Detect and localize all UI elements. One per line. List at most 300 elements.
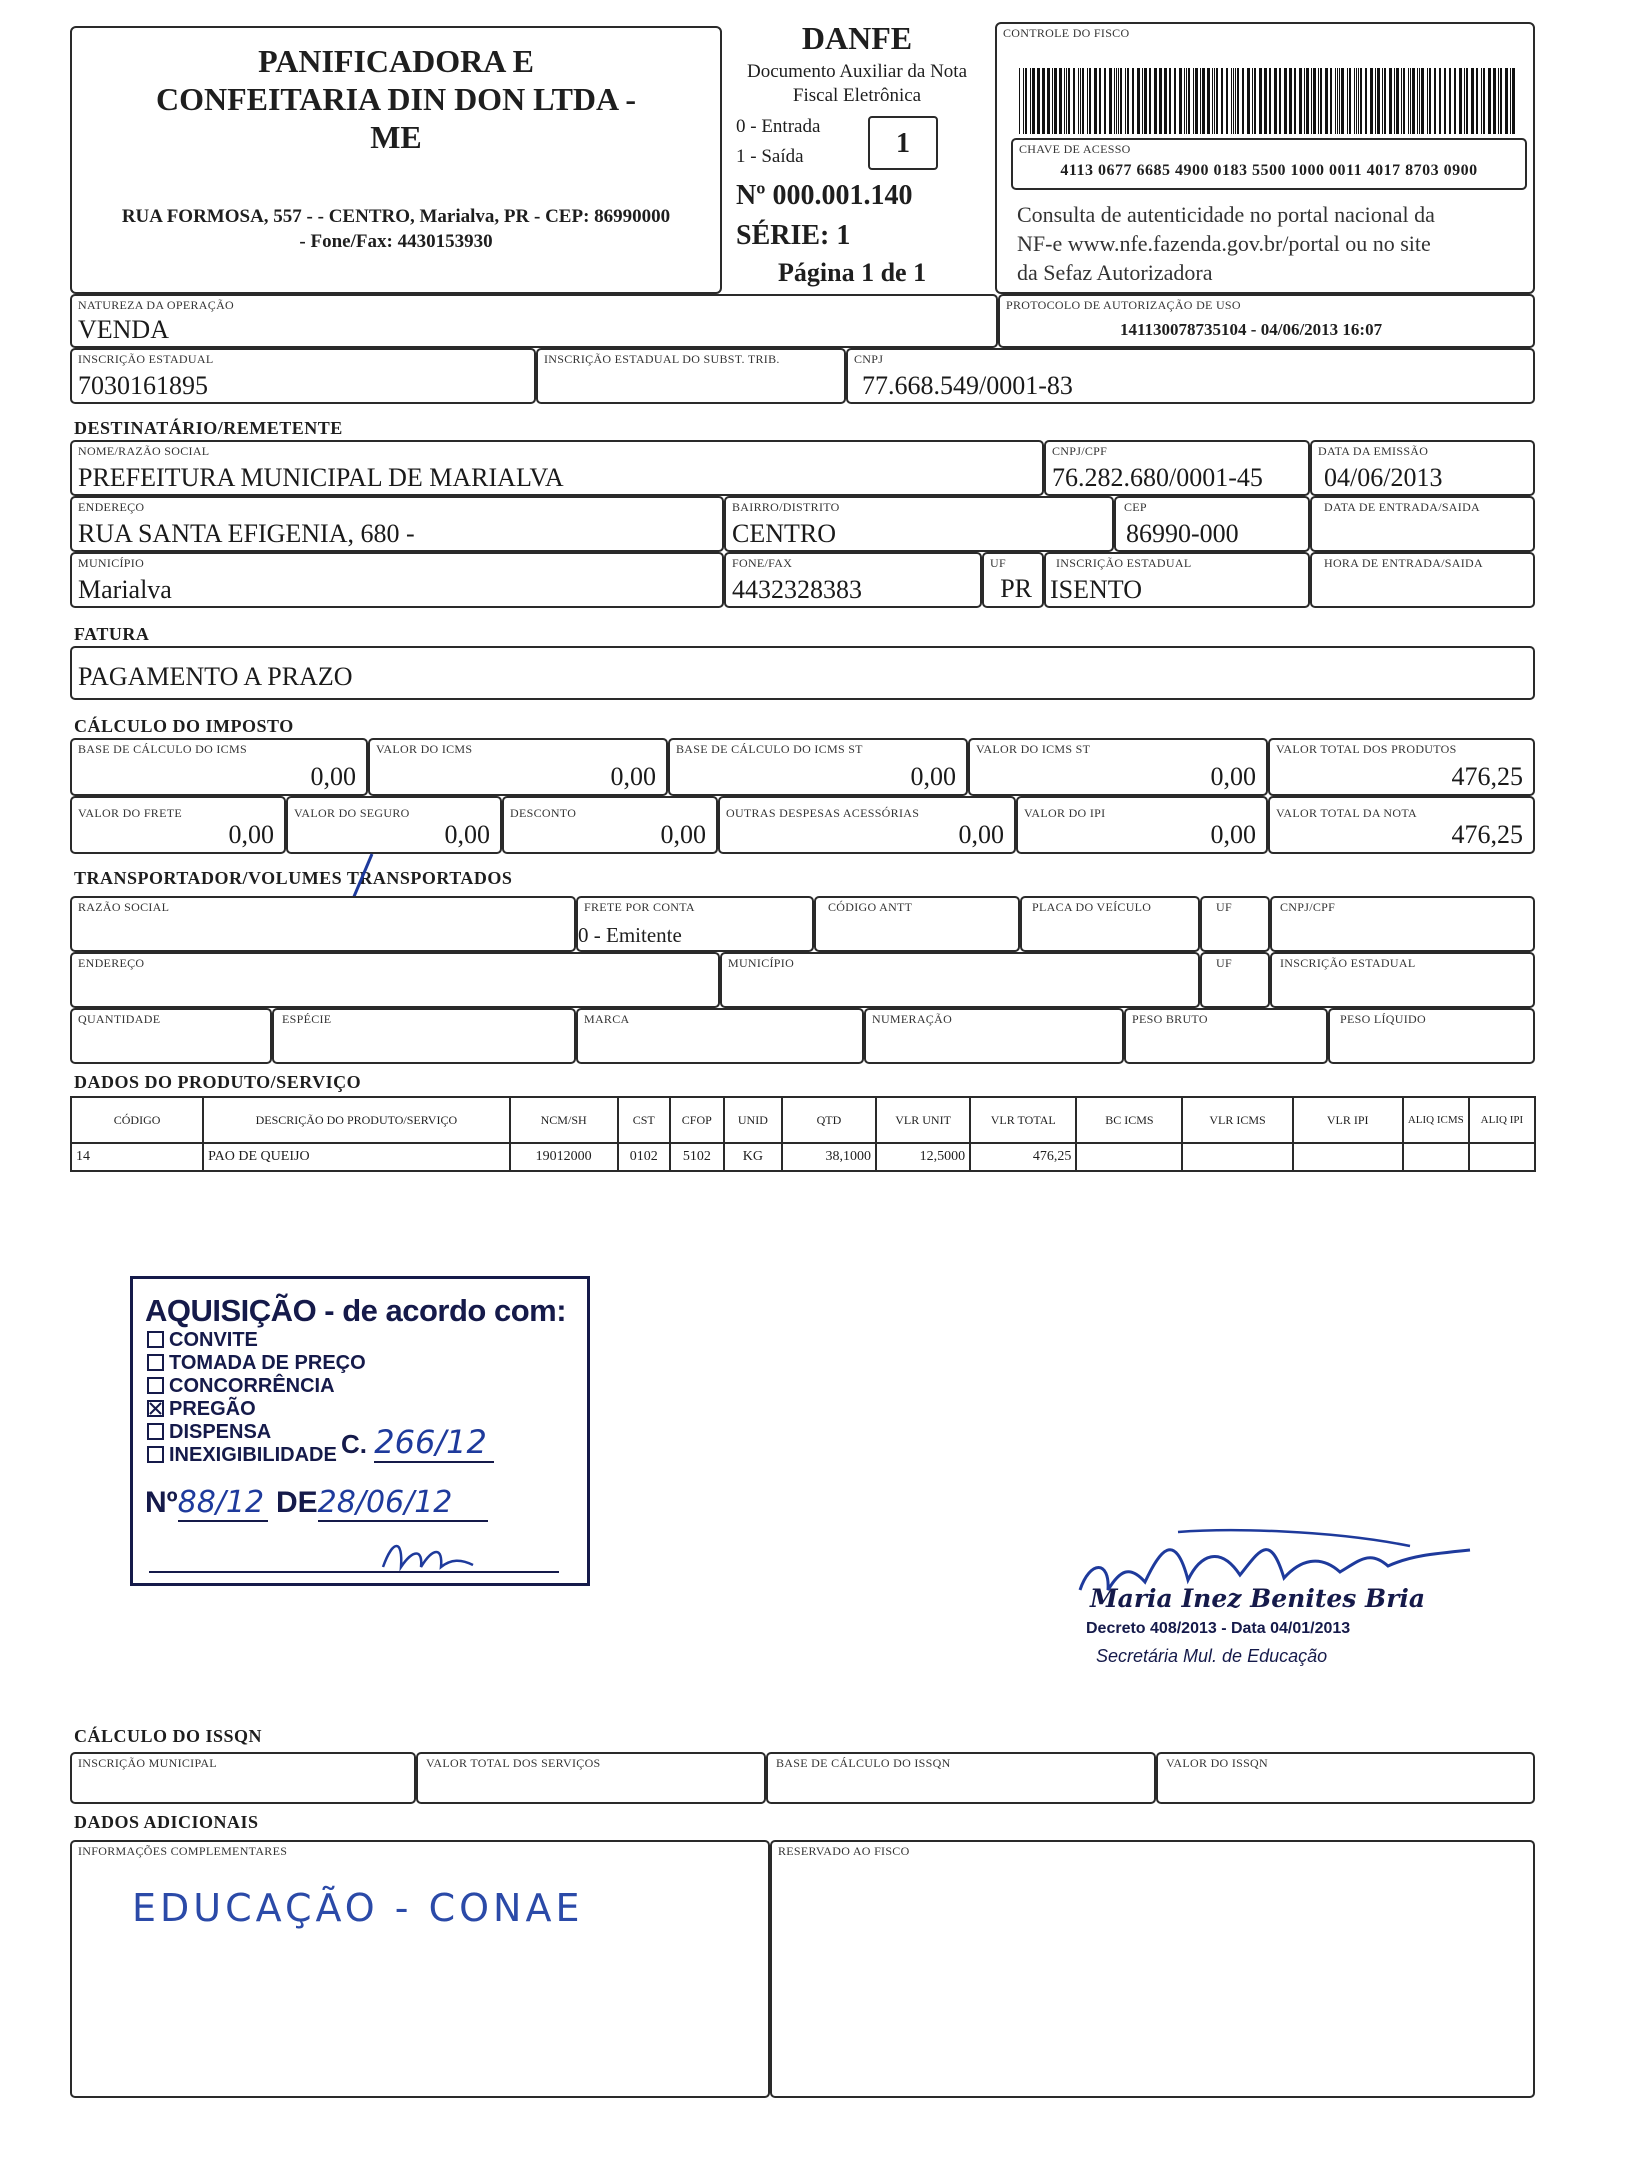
dest-municipio-label: MUNICÍPIO <box>78 556 145 570</box>
emitente-name-line3: ME <box>370 119 422 155</box>
transp-ie-label: INSCRIÇÃO ESTADUAL <box>1280 956 1416 970</box>
barcode-bar <box>1226 68 1228 134</box>
imposto-cell <box>968 738 1268 796</box>
emitente-box <box>70 26 722 294</box>
produtos-header-cell: NCM/SH <box>510 1097 618 1143</box>
dest-entrada-saida-label: DATA DE ENTRADA/SAIDA <box>1324 500 1481 514</box>
imposto-cell-label: BASE DE CÁLCULO DO ICMS ST <box>676 742 863 756</box>
transp-especie-label: ESPÉCIE <box>282 1012 332 1026</box>
info-complementares-box <box>70 1840 770 2098</box>
produtos-header-cell: ALIQ IPI <box>1469 1097 1535 1143</box>
barcode-bar <box>1375 68 1376 134</box>
barcode-bar <box>1233 68 1234 134</box>
barcode-bar <box>1025 68 1027 134</box>
consulta-line2: NF-e www.nfe.fazenda.gov.br/portal ou no site <box>1017 231 1431 256</box>
danfe-pagina: Página 1 de 1 <box>778 258 927 287</box>
barcode-bar <box>1125 68 1126 134</box>
transp-placa-label: PLACA DO VEÍCULO <box>1032 900 1152 914</box>
imposto-cell <box>668 738 968 796</box>
fatura-section-title: FATURA <box>74 624 150 644</box>
produtos-header-cell: QTD <box>782 1097 876 1143</box>
imposto-cell-label: VALOR DO FRETE <box>78 806 182 820</box>
stamp-n-label: Nº <box>145 1486 178 1519</box>
imposto-cell-value: 0,00 <box>610 762 656 791</box>
dest-cep-label: CEP <box>1124 500 1147 514</box>
barcode-bar <box>1449 68 1451 134</box>
protocolo-label: PROTOCOLO DE AUTORIZAÇÃO DE USO <box>1006 298 1241 312</box>
stamp-option <box>147 1329 366 1352</box>
aquisicao-stamp <box>130 1276 590 1586</box>
consulta-line1: Consulta de autenticidade no portal nacional da <box>1017 202 1435 227</box>
table-cell: 14 <box>71 1143 203 1171</box>
cnpj-box <box>846 348 1535 404</box>
chave-acesso-box <box>1011 138 1527 190</box>
imposto-cell <box>368 738 668 796</box>
table-cell <box>1403 1143 1469 1171</box>
imposto-cell-label: VALOR TOTAL DOS PRODUTOS <box>1276 742 1457 756</box>
table-cell <box>1076 1143 1182 1171</box>
imposto-cell-value: 476,25 <box>1451 762 1523 791</box>
info-complementares-label: INFORMAÇÕES COMPLEMENTARES <box>78 1844 288 1858</box>
transp-razao-box <box>70 896 576 952</box>
dest-cnpj-label: CNPJ/CPF <box>1052 444 1108 458</box>
barcode-bar <box>1064 68 1065 134</box>
transp-marca-label: MARCA <box>584 1012 630 1026</box>
barcode-bar <box>1188 68 1190 134</box>
transp-uf-label: UF <box>1216 900 1232 914</box>
barcode-bar <box>1142 68 1143 134</box>
barcode-bar <box>1109 68 1112 134</box>
barcode-bar <box>1481 68 1482 134</box>
transp-quantidade-box <box>70 1008 272 1064</box>
transp-frete-box <box>576 896 814 952</box>
imposto-cell-label: VALOR DO SEGURO <box>294 806 410 820</box>
consulta-text <box>1017 200 1435 287</box>
barcode-bar <box>1337 68 1338 134</box>
barcode-bar <box>1396 68 1399 134</box>
dest-uf-value: PR <box>1000 574 1032 603</box>
dest-fone-label: FONE/FAX <box>732 556 793 570</box>
barcode-bar <box>1120 68 1122 134</box>
transp-numeracao-label: NUMERAÇÃO <box>872 1012 953 1026</box>
imposto-cell <box>70 738 368 796</box>
barcode-bar <box>1073 68 1075 134</box>
barcode-bar <box>1382 68 1383 134</box>
table-cell: 0102 <box>618 1143 670 1171</box>
barcode-bar <box>1221 68 1223 134</box>
imposto-cell-label: VALOR DO IPI <box>1024 806 1106 820</box>
emitente-address-line1: RUA FORMOSA, 557 - - CENTRO, Marialva, PR - CEP: 86990000 <box>121 206 671 227</box>
danfe-numero: Nº 000.001.140 <box>736 180 913 211</box>
ie-box <box>70 348 536 404</box>
barcode-bar <box>1037 68 1040 134</box>
barcode-bar <box>1082 68 1084 134</box>
barcode-bar <box>1313 68 1316 134</box>
barcode-bar <box>1207 68 1210 134</box>
transp-frete-label: FRETE POR CONTA <box>584 900 695 914</box>
dest-hora-box <box>1310 552 1535 608</box>
table-cell: 38,1000 <box>782 1143 876 1171</box>
barcode-bar <box>1032 68 1035 134</box>
transp-peso-bruto-box <box>1124 1008 1328 1064</box>
dest-endereco-box <box>70 496 724 552</box>
emitente-name <box>72 42 720 156</box>
danfe-tipo-box: 1 <box>868 116 938 170</box>
barcode-bar <box>1354 68 1355 134</box>
table-cell: 19012000 <box>510 1143 618 1171</box>
imposto-cell <box>1016 796 1268 854</box>
danfe-subtitle <box>722 60 992 108</box>
barcode-bar <box>1059 68 1062 134</box>
issqn-cell <box>1156 1752 1535 1804</box>
barcode-bar <box>1330 68 1332 134</box>
dest-cep-value: 86990-000 <box>1126 519 1239 548</box>
barcode-bar <box>1510 68 1511 134</box>
barcode-bar <box>1410 68 1411 134</box>
barcode-bar <box>1439 68 1441 134</box>
barcode-bar <box>1087 68 1088 134</box>
stamp-option <box>147 1375 366 1398</box>
barcode-bar <box>1341 68 1344 134</box>
transp-cnpj-label: CNPJ/CPF <box>1280 900 1336 914</box>
danfe-block <box>722 20 992 296</box>
barcode-bar <box>1434 68 1436 134</box>
barcode-bar <box>1094 68 1097 134</box>
stamp-option <box>147 1352 366 1375</box>
produtos-header-cell: DESCRIÇÃO DO PRODUTO/SERVIÇO <box>203 1097 509 1143</box>
barcode-bar <box>1169 68 1171 134</box>
dest-cnpj-value: 76.282.680/0001-45 <box>1052 463 1263 492</box>
barcode-bar <box>1358 68 1359 134</box>
barcode-bar <box>1099 68 1101 134</box>
barcode-bar <box>1421 68 1424 134</box>
dest-uf-label: UF <box>990 556 1006 570</box>
imposto-cell-value: 476,25 <box>1451 820 1523 849</box>
barcode-bar <box>1444 68 1446 134</box>
barcode-bar <box>1235 68 1236 134</box>
adicionais-section-title: DADOS ADICIONAIS <box>74 1812 259 1832</box>
barcode-bar <box>1483 68 1485 134</box>
checkbox-icon <box>147 1331 164 1348</box>
barcode-bar <box>1247 68 1250 134</box>
danfe-saida: 1 - Saída <box>736 146 804 167</box>
barcode-bar <box>1042 68 1045 134</box>
barcode-bar <box>1052 68 1053 134</box>
barcode-bar <box>1299 68 1302 134</box>
issqn-cell-label: INSCRIÇÃO MUNICIPAL <box>78 1756 217 1770</box>
reservado-fisco-label: RESERVADO AO FISCO <box>778 1844 910 1858</box>
barcode-bar <box>1252 68 1253 134</box>
transp-quantidade-label: QUANTIDADE <box>78 1012 161 1026</box>
produtos-header-cell: CFOP <box>670 1097 724 1143</box>
produtos-header-cell: CÓDIGO <box>71 1097 203 1143</box>
stamp-c-label: C. <box>341 1429 367 1459</box>
imposto-cell-value: 0,00 <box>228 820 274 849</box>
dest-nome-label: NOME/RAZÃO SOCIAL <box>78 444 210 458</box>
barcode-bar <box>1137 68 1140 134</box>
imposto-section-title: CÁLCULO DO IMPOSTO <box>74 716 294 736</box>
imposto-cell-label: VALOR DO ICMS <box>376 742 473 756</box>
chave-acesso-value: 4113 0677 6685 4900 0183 5500 1000 0011 4017 8703 0900 <box>1060 162 1478 179</box>
dest-fone-value: 4432328383 <box>732 575 862 604</box>
dest-emissao-value: 04/06/2013 <box>1324 463 1443 492</box>
stamp-option <box>147 1398 366 1421</box>
dest-municipio-box <box>70 552 724 608</box>
barcode-bar <box>1370 68 1373 134</box>
barcode-bar <box>1394 68 1395 134</box>
checkbox-icon <box>147 1400 164 1417</box>
barcode-bar <box>1279 68 1281 134</box>
dest-cnpj-box <box>1044 440 1310 496</box>
cnpj-label: CNPJ <box>854 352 884 366</box>
imposto-cell-label: BASE DE CÁLCULO DO ICMS <box>78 742 247 756</box>
signature-cargo: Secretária Mul. de Educação <box>1096 1646 1328 1666</box>
barcode-bar <box>1349 68 1351 134</box>
barcode-bar <box>1476 68 1478 134</box>
dest-nome-value: PREFEITURA MUNICIPAL DE MARIALVA <box>78 463 564 492</box>
barcode-bar <box>1318 68 1319 134</box>
issqn-cell-label: BASE DE CÁLCULO DO ISSQN <box>776 1756 951 1770</box>
consulta-line3: da Sefaz Autorizadora <box>1017 260 1213 285</box>
dest-hora-label: HORA DE ENTRADA/SAIDA <box>1324 556 1483 570</box>
dest-uf-box <box>982 552 1044 608</box>
barcode-bar <box>1080 68 1081 134</box>
stamp-c-field <box>341 1423 494 1463</box>
dest-entrada-saida-box <box>1310 496 1535 552</box>
issqn-section-title: CÁLCULO DO ISSQN <box>74 1726 263 1746</box>
stamp-option <box>147 1421 366 1444</box>
fatura-value: PAGAMENTO A PRAZO <box>78 662 353 691</box>
barcode-bar <box>1159 68 1162 134</box>
barcode-bar <box>1339 68 1340 134</box>
danfe-entrada: 0 - Entrada <box>736 116 821 137</box>
produtos-section-title: DADOS DO PRODUTO/SERVIÇO <box>74 1072 362 1092</box>
imposto-cell-label: OUTRAS DESPESAS ACESSÓRIAS <box>726 806 920 820</box>
table-row <box>71 1143 1535 1171</box>
produtos-header-cell: CST <box>618 1097 670 1143</box>
barcode-bar <box>1454 68 1456 134</box>
barcode-bar <box>1459 68 1462 134</box>
barcode-bar <box>1179 68 1182 134</box>
imposto-cell <box>286 796 502 854</box>
barcode-bar <box>1114 68 1115 134</box>
barcode-bar <box>1047 68 1050 134</box>
chave-acesso-label: CHAVE DE ACESSO <box>1019 142 1131 156</box>
barcode-bar <box>1184 68 1185 134</box>
destinatario-section-title: DESTINATÁRIO/REMETENTE <box>74 418 343 438</box>
barcode-bar <box>1500 68 1502 134</box>
barcode-bar <box>1237 68 1239 134</box>
barcode-bar <box>1417 68 1418 134</box>
transportador-section-title: TRANSPORTADOR/VOLUMES TRANSPORTADOS <box>74 868 513 888</box>
barcode-bar <box>1202 68 1205 134</box>
barcode-bar <box>1294 68 1296 134</box>
fatura-box <box>70 646 1535 700</box>
table-cell: 12,5000 <box>876 1143 970 1171</box>
stamp-option-label: TOMADA DE PREÇO <box>169 1352 366 1374</box>
table-cell <box>1182 1143 1292 1171</box>
barcode <box>1019 68 1515 144</box>
barcode-bar <box>1054 68 1057 134</box>
transp-antt-box <box>814 896 1020 952</box>
barcode-bar <box>1365 68 1367 134</box>
table-cell: KG <box>724 1143 782 1171</box>
imposto-cell-value: 0,00 <box>958 820 1004 849</box>
signature-block <box>1070 1520 1490 1690</box>
cnpj-value: 77.668.549/0001-83 <box>862 371 1073 400</box>
reservado-fisco-box <box>770 1840 1535 2098</box>
danfe-subtitle-line2: Fiscal Eletrônica <box>792 85 922 106</box>
barcode-bar <box>1127 68 1129 134</box>
barcode-bar <box>1347 68 1348 134</box>
barcode-bar <box>1471 68 1474 134</box>
imposto-cell-value: 0,00 <box>910 762 956 791</box>
dest-fone-box <box>724 552 982 608</box>
dest-emissao-box <box>1310 440 1535 496</box>
barcode-bar <box>1498 68 1499 134</box>
barcode-bar <box>1066 68 1067 134</box>
issqn-cell <box>70 1752 416 1804</box>
issqn-cell <box>416 1752 766 1804</box>
danfe-serie: SÉRIE: 1 <box>736 220 851 251</box>
dest-ie-value: ISENTO <box>1050 575 1142 604</box>
produtos-header-cell: UNID <box>724 1097 782 1143</box>
barcode-bar <box>1401 68 1402 134</box>
barcode-bar <box>1195 68 1198 134</box>
imposto-cell <box>502 796 718 854</box>
imposto-cell <box>718 796 1016 854</box>
natureza-label: NATUREZA DA OPERAÇÃO <box>78 298 235 312</box>
transp-antt-label: CÓDIGO ANTT <box>828 900 913 914</box>
stamp-n-field <box>145 1485 488 1522</box>
produtos-header-cell: VLR UNIT <box>876 1097 970 1143</box>
barcode-bar <box>1231 68 1232 134</box>
produtos-table <box>70 1096 1536 1172</box>
dest-bairro-value: CENTRO <box>732 519 836 548</box>
barcode-bar <box>1408 68 1409 134</box>
dest-cep-box <box>1114 496 1310 552</box>
barcode-bar <box>1306 68 1309 134</box>
signature-decreto: Decreto 408/2013 - Data 04/01/2013 <box>1086 1620 1351 1637</box>
barcode-bar <box>1264 68 1267 134</box>
barcode-bar <box>1019 68 1020 134</box>
transp-cnpj-box <box>1270 896 1535 952</box>
produtos-header-cell: VLR TOTAL <box>970 1097 1076 1143</box>
dest-endereco-value: RUA SANTA EFIGENIA, 680 - <box>78 519 415 548</box>
stamp-option-label: PREGÃO <box>169 1398 256 1420</box>
danfe-subtitle-line1: Documento Auxiliar da Nota <box>746 61 968 82</box>
transp-endereco-label: ENDEREÇO <box>78 956 145 970</box>
stamp-date-value: 28/06/12 <box>318 1485 488 1522</box>
transp-especie-box <box>272 1008 576 1064</box>
barcode-bar <box>1505 68 1508 134</box>
emitente-address <box>72 204 720 254</box>
imposto-cell-value: 0,00 <box>444 820 490 849</box>
dest-endereco-label: ENDEREÇO <box>78 500 145 514</box>
transp-peso-liquido-box <box>1328 1008 1535 1064</box>
stamp-signature-line <box>149 1571 559 1573</box>
barcode-bar <box>1493 68 1496 134</box>
barcode-bar <box>1068 68 1070 134</box>
transp-uf2-label: UF <box>1216 956 1232 970</box>
stamp-option-label: CONVITE <box>169 1329 258 1351</box>
transp-razao-label: RAZÃO SOCIAL <box>78 900 170 914</box>
ie-st-label: INSCRIÇÃO ESTADUAL DO SUBST. TRIB. <box>544 352 780 366</box>
barcode-bar <box>1216 68 1218 134</box>
barcode-bar <box>1512 68 1515 134</box>
transp-numeracao-box <box>864 1008 1124 1064</box>
imposto-cell <box>1268 738 1535 796</box>
imposto-cell <box>1268 796 1535 854</box>
stamp-n-value: 88/12 <box>178 1485 268 1522</box>
table-cell <box>1293 1143 1403 1171</box>
barcode-bar <box>1089 68 1091 134</box>
barcode-bar <box>1384 68 1386 134</box>
barcode-bar <box>1356 68 1357 134</box>
barcode-bar <box>1259 68 1262 134</box>
natureza-value: VENDA <box>78 315 169 344</box>
stamp-de-label: DE <box>275 1486 318 1519</box>
barcode-bar <box>1104 68 1106 134</box>
table-cell <box>1469 1143 1535 1171</box>
checkbox-icon <box>147 1377 164 1394</box>
barcode-bar <box>1274 68 1277 134</box>
barcode-bar <box>1174 68 1176 134</box>
produtos-header-row <box>71 1097 1535 1143</box>
imposto-cell-value: 0,00 <box>1210 762 1256 791</box>
ie-value: 7030161895 <box>78 371 208 400</box>
barcode-bar <box>1164 68 1167 134</box>
transp-frete-value: 0 - Emitente <box>578 923 682 947</box>
barcode-bar <box>1360 68 1362 134</box>
dest-municipio-value: Marialva <box>78 575 172 604</box>
stamp-c-value: 266/12 <box>374 1423 494 1463</box>
transp-marca-box <box>576 1008 864 1064</box>
checkbox-icon <box>147 1423 164 1440</box>
produtos-header-cell: VLR ICMS <box>1182 1097 1292 1143</box>
imposto-cell-label: DESCONTO <box>510 806 577 820</box>
dest-bairro-box <box>724 496 1114 552</box>
imposto-cell-value: 0,00 <box>660 820 706 849</box>
table-cell: 5102 <box>670 1143 724 1171</box>
barcode-bar <box>1186 68 1187 134</box>
barcode-bar <box>1311 68 1312 134</box>
dest-nome-box <box>70 440 1044 496</box>
barcode-bar <box>1132 68 1134 134</box>
barcode-bar <box>1289 68 1292 134</box>
barcode-bar <box>1412 68 1415 134</box>
issqn-cell-label: VALOR DO ISSQN <box>1166 1756 1268 1770</box>
transp-peso-liquido-label: PESO LÍQUIDO <box>1340 1012 1426 1026</box>
barcode-bar <box>1335 68 1336 134</box>
ie-label: INSCRIÇÃO ESTADUAL <box>78 352 214 366</box>
imposto-cell-label: VALOR TOTAL DA NOTA <box>1276 806 1418 820</box>
emitente-address-line2: - Fone/Fax: 4430153930 <box>299 231 493 252</box>
barcode-bar <box>1200 68 1201 134</box>
barcode-bar <box>1242 68 1244 134</box>
produtos-header-cell: ALIQ ICMS <box>1403 1097 1469 1143</box>
dest-emissao-label: DATA DA EMISSÃO <box>1318 444 1429 458</box>
produtos-header-cell: BC ICMS <box>1076 1097 1182 1143</box>
protocolo-value: 141130078735104 - 04/06/2013 16:07 <box>1120 320 1383 339</box>
danfe-title: DANFE <box>801 20 913 56</box>
info-handwritten: EDUCAÇÃO - CONAE <box>132 1886 584 1930</box>
transp-placa-box <box>1020 896 1200 952</box>
controle-fisco-box <box>995 22 1535 294</box>
imposto-cell-value: 0,00 <box>310 762 356 791</box>
barcode-bar <box>1325 68 1328 134</box>
signature-name: Maria Inez Benites Bria <box>1090 1584 1426 1613</box>
